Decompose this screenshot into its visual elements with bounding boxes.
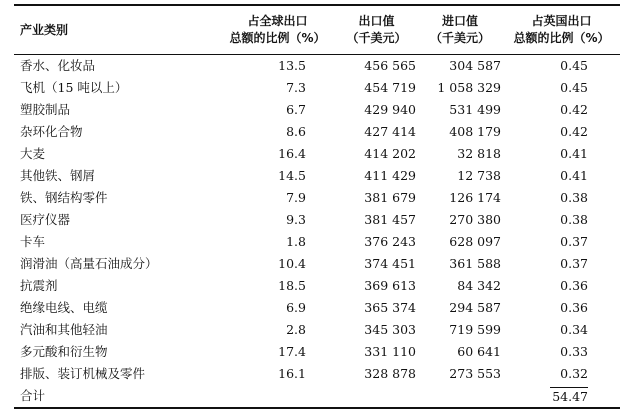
cell-share-global: 14.5: [278, 167, 306, 183]
table-row: [14, 362, 620, 384]
cell-category: 卡车: [20, 234, 46, 249]
cell-share-global: 13.5: [278, 57, 306, 73]
cell-category: 塑胶制品: [20, 102, 71, 117]
cell-category: 排版、装订机械及零件: [20, 366, 146, 381]
cell-category: 润滑油（高量石油成分）: [20, 256, 158, 271]
header-export-line2: （千美元）: [346, 31, 407, 45]
cell-share-global: 1.8: [286, 233, 306, 249]
cell-import: 273 553: [449, 365, 501, 381]
header-category: 产业类别: [20, 22, 69, 37]
cell-share-global: 6.7: [286, 101, 306, 117]
header-export-line1: 出口值: [358, 14, 395, 28]
header-share-uk: [503, 6, 620, 54]
cell-share-uk: 0.37: [560, 255, 588, 271]
cell-share-global: 7.9: [286, 189, 306, 205]
cell-export: 376 243: [364, 233, 416, 249]
total-share-uk: 54.47: [552, 388, 588, 404]
cell-import: 270 380: [449, 211, 501, 227]
table-header: [14, 6, 620, 54]
table-row: [14, 98, 620, 120]
cell-export: 331 110: [364, 343, 416, 359]
cell-share-global: 9.3: [286, 211, 306, 227]
cell-category: 飞机（15 吨以上）: [20, 80, 128, 95]
cell-import: 408 179: [449, 123, 501, 139]
cell-import: 84 342: [457, 277, 501, 293]
cell-share-uk: 0.36: [560, 299, 588, 315]
header-share-uk-line2: 总额的比例（%）: [513, 31, 610, 45]
cell-share-uk: 0.41: [560, 145, 588, 161]
cell-share-uk: 0.45: [560, 57, 588, 73]
cell-share-global: 8.6: [286, 123, 306, 139]
header-import-line1: 进口值: [441, 14, 478, 28]
header-import: [417, 6, 503, 54]
table-row: [14, 120, 620, 142]
cell-category: 大麦: [20, 146, 46, 161]
cell-export: 374 451: [364, 255, 416, 271]
empty-cell: [417, 384, 503, 406]
cell-category: 其他铁、钢屑: [20, 168, 96, 183]
cell-import: 60 641: [457, 343, 501, 359]
table-row: [14, 318, 620, 340]
cell-export: 411 429: [364, 167, 416, 183]
cell-share-global: 6.9: [286, 299, 306, 315]
uk-export-industries-table: [14, 6, 620, 406]
cell-export: 381 679: [364, 189, 416, 205]
cell-share-global: 10.4: [278, 255, 306, 271]
table-row: [14, 142, 620, 164]
cell-category: 杂环化合物: [20, 124, 83, 139]
cell-category: 抗震剂: [20, 278, 58, 293]
cell-category: 医疗仪器: [20, 212, 71, 227]
cell-category: 香水、化妆品: [20, 58, 96, 73]
cell-import: 12 738: [457, 167, 501, 183]
cell-share-uk: 0.41: [560, 167, 588, 183]
table-row: [14, 252, 620, 274]
table-row: [14, 296, 620, 318]
table-row: [14, 54, 620, 76]
cell-share-uk: 0.38: [560, 211, 588, 227]
table-row: [14, 340, 620, 362]
header-import-line2: （千美元）: [429, 31, 490, 45]
cell-share-uk: 0.42: [560, 101, 588, 117]
header-share-global-line1: 占全球出口: [247, 14, 308, 28]
header-share-global: [219, 6, 336, 54]
cell-category: 汽油和其他轻油: [20, 322, 108, 337]
cell-export: 456 565: [364, 57, 416, 73]
cell-category: 铁、钢结构零件: [20, 190, 108, 205]
cell-share-uk: 0.38: [560, 189, 588, 205]
header-share-global-line2: 总额的比例（%）: [229, 31, 326, 45]
header-share-uk-line1: 占英国出口: [531, 14, 592, 28]
cell-export: 365 374: [364, 299, 416, 315]
cell-share-uk: 0.33: [560, 343, 588, 359]
table-row: [14, 186, 620, 208]
cell-share-global: 16.1: [278, 365, 306, 381]
table-row: [14, 208, 620, 230]
table-row: [14, 230, 620, 252]
cell-category: 绝缘电线、电缆: [20, 300, 108, 315]
cell-import: 361 588: [449, 255, 501, 271]
empty-cell: [336, 384, 417, 406]
cell-share-global: 7.3: [286, 79, 306, 95]
cell-import: 1 058 329: [437, 79, 501, 95]
bottom-rule: [14, 407, 620, 409]
table-row: [14, 76, 620, 98]
cell-share-global: 16.4: [278, 145, 306, 161]
header-export: [336, 6, 417, 54]
cell-export: 328 878: [364, 365, 416, 381]
cell-export: 369 613: [364, 277, 416, 293]
total-label: 合计: [20, 388, 46, 403]
cell-import: 126 174: [449, 189, 501, 205]
table-body: [14, 54, 620, 406]
cell-share-global: 18.5: [278, 277, 306, 293]
cell-share-uk: 0.34: [560, 321, 588, 337]
cell-import: 32 818: [457, 145, 501, 161]
table-row: [14, 274, 620, 296]
cell-import: 304 587: [449, 57, 501, 73]
table-row: [14, 164, 620, 186]
cell-import: 294 587: [449, 299, 501, 315]
cell-export: 345 303: [364, 321, 416, 337]
total-row: [14, 384, 620, 406]
cell-export: 429 940: [364, 101, 416, 117]
cell-share-uk: 0.32: [560, 365, 588, 381]
empty-cell: [219, 384, 336, 406]
cell-import: 719 599: [449, 321, 501, 337]
total-cell: [503, 384, 620, 406]
cell-import: 531 499: [449, 101, 501, 117]
cell-share-global: 2.8: [286, 321, 306, 337]
cell-export: 427 414: [364, 123, 416, 139]
cell-share-uk: 0.36: [560, 277, 588, 293]
cell-share-uk: 0.45: [560, 79, 588, 95]
cell-export: 381 457: [364, 211, 416, 227]
cell-share-uk: 0.37: [560, 233, 588, 249]
cell-export: 454 719: [364, 79, 416, 95]
cell-import: 628 097: [449, 233, 501, 249]
cell-share-global: 17.4: [278, 343, 306, 359]
cell-category: 多元酸和衍生物: [20, 344, 108, 359]
cell-share-uk: 0.42: [560, 123, 588, 139]
cell-export: 414 202: [364, 145, 416, 161]
